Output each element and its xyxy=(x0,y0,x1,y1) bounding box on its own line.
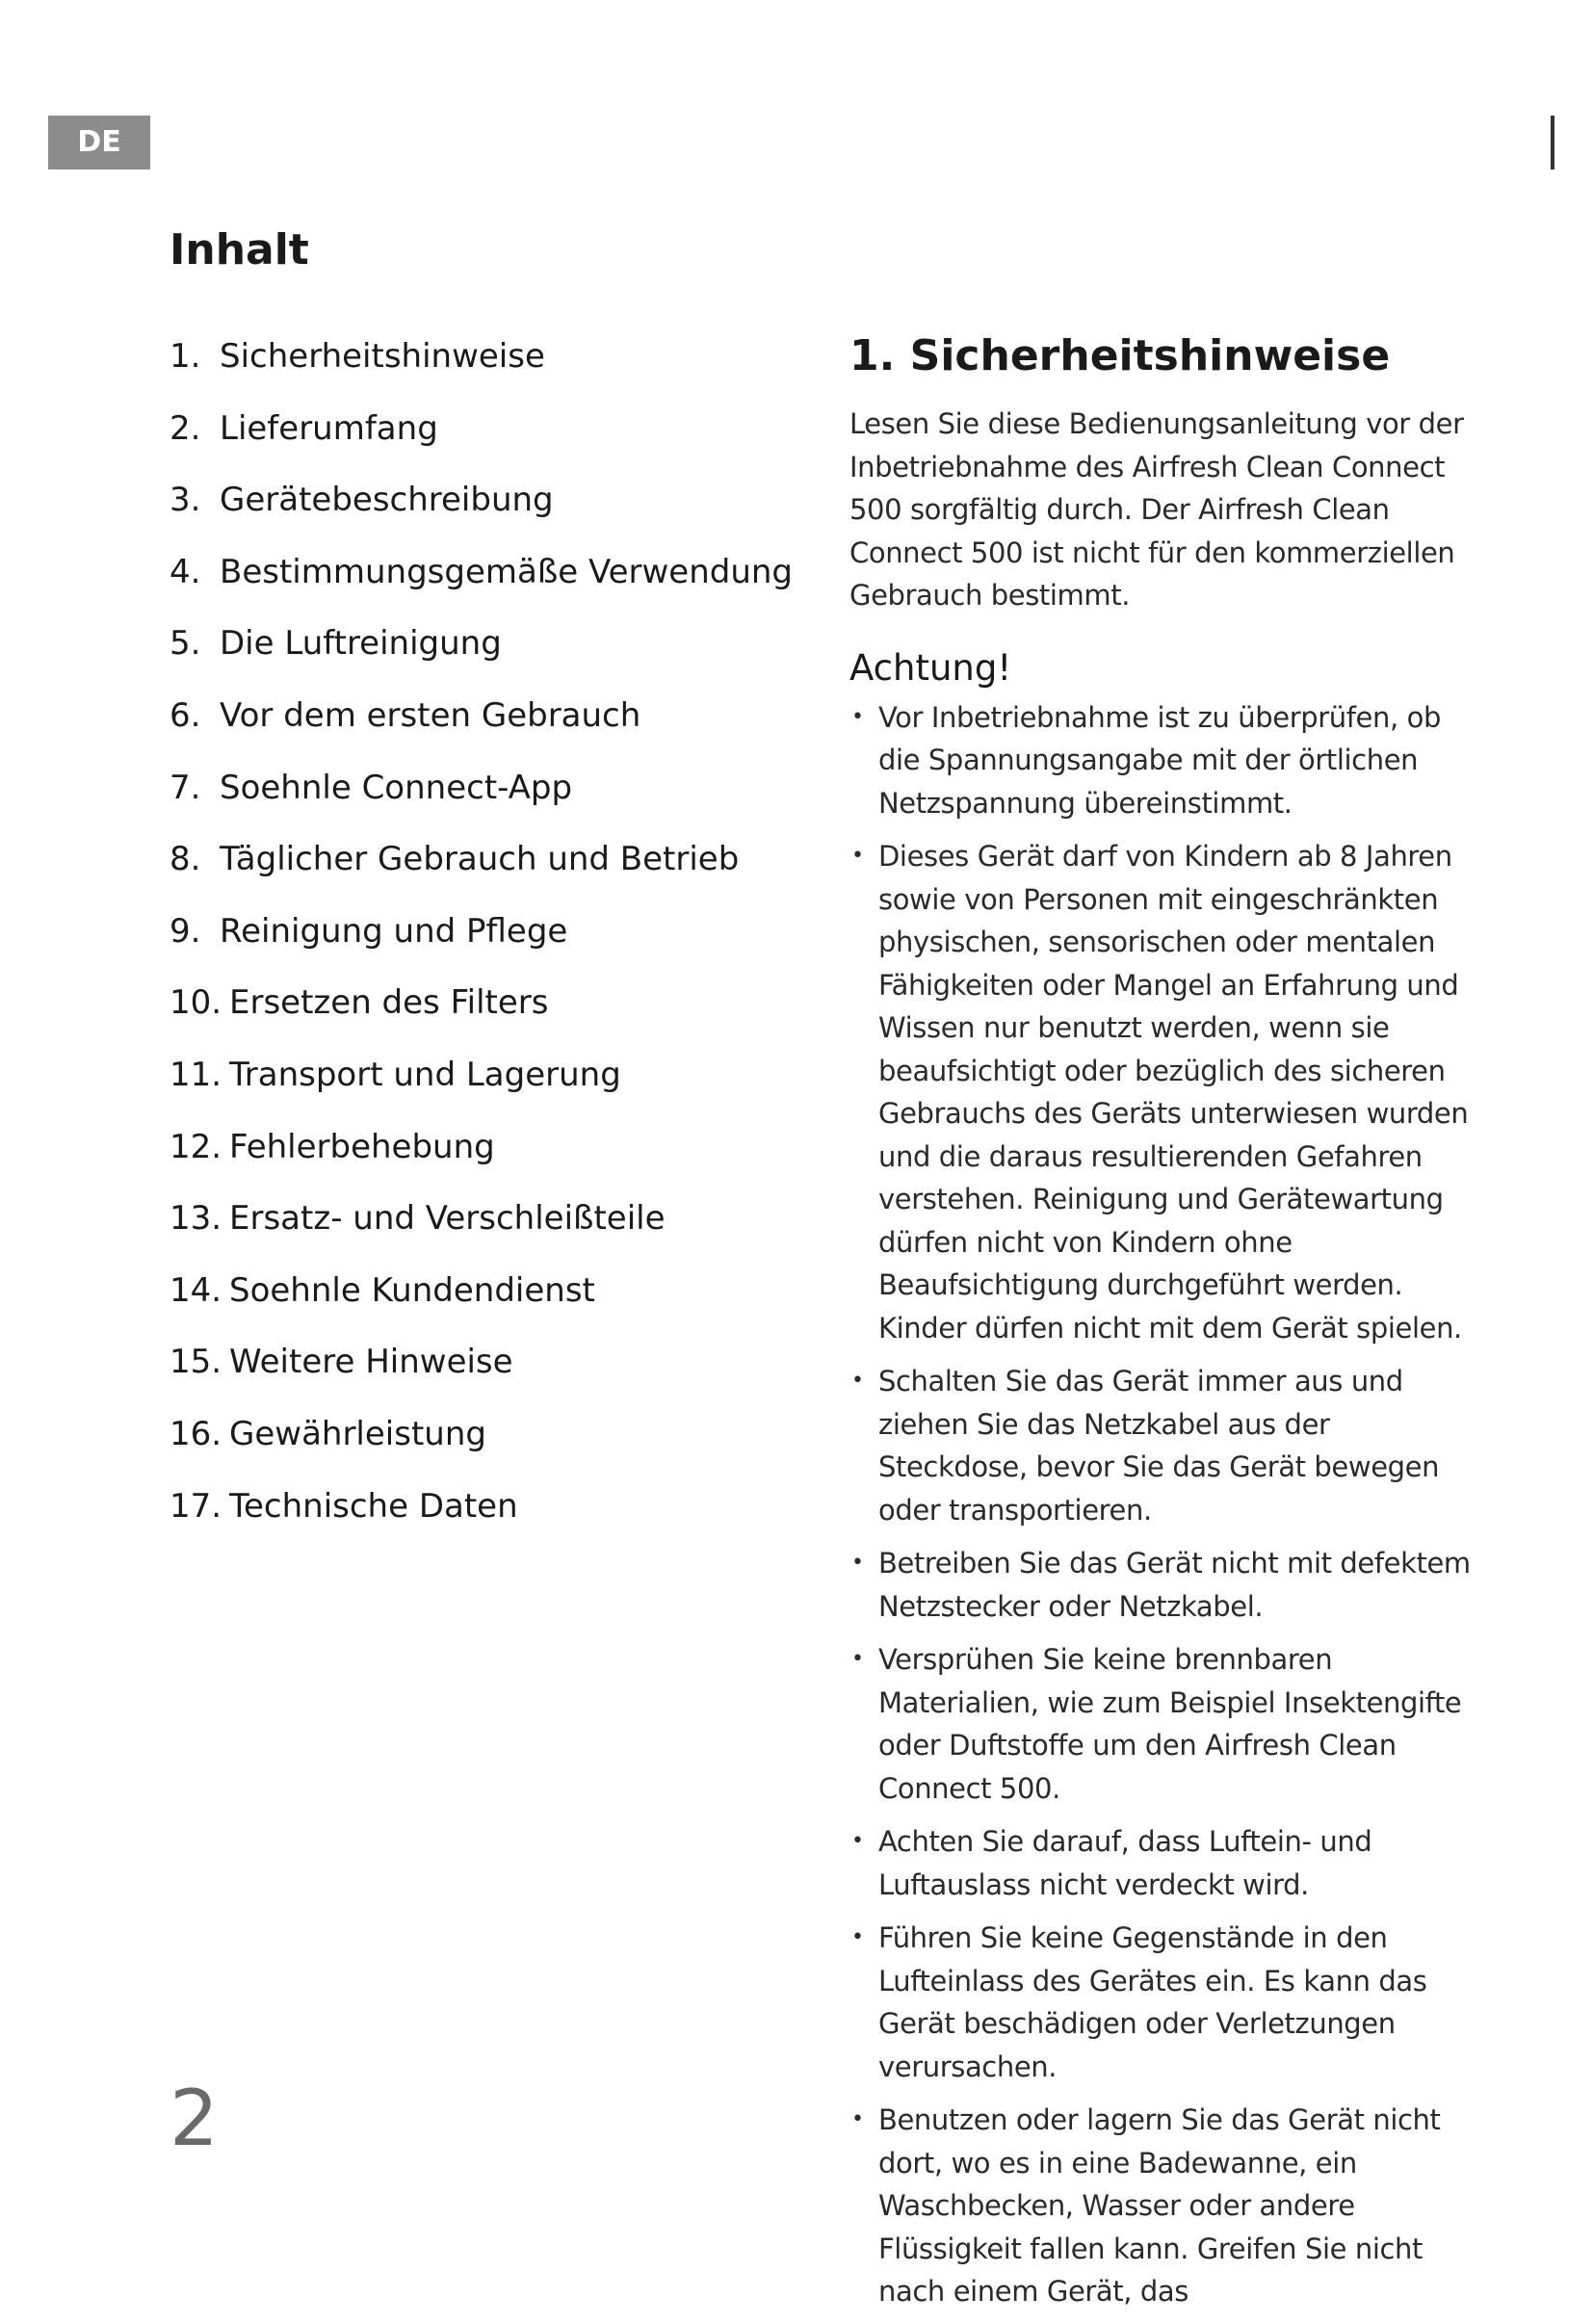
safety-bullet-text: Versprühen Sie keine brennbaren Materialien, wie zum Beispiel Insektengifte oder Duftstoffe um den Airfresh Clean Connect 500. xyxy=(878,1643,1462,1805)
toc-item xyxy=(170,830,786,902)
bullet-icon: • xyxy=(851,1925,864,1949)
toc-item-label: Fehlerbehebung xyxy=(229,1127,495,1166)
safety-bullet-text: Führen Sie keine Gegenstände in den Lufteinlass des Gerätes ein. Es kann das Gerät beschädigen oder Verletzungen verursachen. xyxy=(878,1921,1427,2083)
toc-item xyxy=(170,1333,786,1405)
toc-title: Inhalt xyxy=(170,225,309,274)
safety-bullet-text: Dieses Gerät darf von Kindern ab 8 Jahren sowie von Personen mit eingeschränkten physischen, sensorischen oder mentalen Fähigkeiten oder Mangel an Erfahrung und Wissen nur benutzt werden, wenn sie beaufsichtigt oder bezüglich des sicheren Gebrauchs des Geräts unterwiesen wurden und die daraus resultierenden Gefahren verstehen. Reinigung und Gerätewartung dürfen nicht von Kindern ohne Beaufsichtigung durchgeführt werden. Kinder dürfen nicht mit dem Gerät spielen. xyxy=(878,840,1469,1345)
toc-item xyxy=(170,759,786,831)
safety-bullet-text: Benutzen oder lagern Sie das Gerät nicht dort, wo es in eine Badewanne, ein Waschbecken, Wasser oder andere Flüssigkeit fallen kann. Greifen Sie nicht nach einem Gerät, das xyxy=(878,2103,1441,2308)
warning-heading: Achtung! xyxy=(849,646,1012,689)
toc-item xyxy=(170,614,786,687)
toc-item-label: Reinigung und Pflege xyxy=(220,911,568,951)
safety-bullet xyxy=(849,1917,1485,2088)
safety-bullet xyxy=(849,1360,1485,1531)
toc-item-number: 14. xyxy=(170,1270,222,1310)
toc-item-number: 7. xyxy=(170,768,201,807)
section-title: 1. Sicherheitshinweise xyxy=(849,331,1391,380)
safety-bullet-list xyxy=(849,696,1485,2313)
toc-item xyxy=(170,1477,786,1550)
table-of-contents xyxy=(170,327,794,1549)
safety-bullet xyxy=(849,1638,1485,1810)
toc-item xyxy=(170,543,794,615)
toc-item-number: 1. xyxy=(170,337,201,376)
toc-item xyxy=(170,1118,786,1190)
bullet-icon: • xyxy=(851,2107,864,2131)
toc-item xyxy=(170,902,786,975)
safety-bullet xyxy=(849,1542,1485,1628)
toc-item-number: 16. xyxy=(170,1414,222,1453)
safety-bullet-text: Vor Inbetriebnahme ist zu überprüfen, ob die Spannungsangabe mit der örtlichen Netzspannung übereinstimmt. xyxy=(878,700,1441,820)
toc-item-label: Sicherheitshinweise xyxy=(220,337,545,376)
toc-item-number: 6. xyxy=(170,695,201,735)
toc-item-label: Weitere Hinweise xyxy=(229,1343,513,1382)
toc-item-label: Technische Daten xyxy=(229,1486,518,1526)
toc-item-label: Transport und Lagerung xyxy=(229,1055,621,1094)
toc-item-number: 8. xyxy=(170,840,201,879)
toc-item-number: 2. xyxy=(170,408,201,448)
toc-item-label: Täglicher Gebrauch und Betrieb xyxy=(220,840,740,879)
toc-item xyxy=(170,1046,786,1118)
safety-bullet-text: Achten Sie darauf, dass Luftein- und Luftauslass nicht verdeckt wird. xyxy=(878,1825,1372,1901)
safety-bullet-text: Betreiben Sie das Gerät nicht mit defektem Netzstecker oder Netzkabel. xyxy=(878,1547,1471,1623)
toc-item-label: Soehnle Kundendienst xyxy=(229,1270,595,1310)
toc-item-label: Soehnle Connect-App xyxy=(220,768,573,807)
toc-item-label: Ersatz- und Verschleißteile xyxy=(229,1199,666,1239)
toc-item xyxy=(170,687,786,759)
toc-item-label: Gewährleistung xyxy=(229,1414,486,1453)
safety-section xyxy=(849,327,1485,2324)
bullet-icon: • xyxy=(851,1369,864,1393)
toc-item-label: Bestimmungsgemäße Verwendung xyxy=(220,552,794,591)
toc-item xyxy=(170,1262,786,1334)
bullet-icon: • xyxy=(851,704,864,729)
toc-item-number: 3. xyxy=(170,481,201,520)
toc-item xyxy=(170,1405,786,1477)
toc-item-number: 13. xyxy=(170,1199,222,1239)
toc-item xyxy=(170,471,786,543)
toc-item-label: Vor dem ersten Gebrauch xyxy=(220,695,641,735)
toc-item xyxy=(170,1189,786,1262)
toc-item-number: 11. xyxy=(170,1055,222,1094)
toc-item-label: Gerätebeschreibung xyxy=(220,481,554,520)
toc-item-number: 15. xyxy=(170,1343,222,1382)
toc-item-label: Ersetzen des Filters xyxy=(229,983,549,1023)
toc-item-number: 5. xyxy=(170,624,201,664)
bullet-icon: • xyxy=(851,1551,864,1575)
safety-bullet-text: Schalten Sie das Gerät immer aus und ziehen Sie das Netzkabel aus der Steckdose, bevor Sie das Gerät bewegen oder transportieren. xyxy=(878,1365,1440,1527)
toc-item-label: Die Luftreinigung xyxy=(220,624,502,664)
toc-item-number: 10. xyxy=(170,983,222,1023)
bullet-icon: • xyxy=(851,844,864,868)
toc-item-number: 12. xyxy=(170,1127,222,1166)
toc-item-number: 4. xyxy=(170,552,201,591)
toc-item-number: 17. xyxy=(170,1486,222,1526)
bullet-icon: • xyxy=(851,1647,864,1671)
section-intro: Lesen Sie diese Bedienungsanleitung vor der Inbetriebnahme des Airfresh Clean Connect 500 sorgfältig durch. Der Airfresh Clean Connect 500 ist nicht für den kommerziellen Gebrauch bestimmt. xyxy=(849,407,1464,612)
page-edge-marker xyxy=(1551,116,1554,170)
toc-item xyxy=(170,400,786,472)
safety-bullet xyxy=(849,696,1485,825)
safety-bullet xyxy=(849,1820,1485,1906)
safety-bullet xyxy=(849,835,1485,1349)
toc-item-label: Lieferumfang xyxy=(220,408,438,448)
page-number: 2 xyxy=(170,2074,219,2163)
safety-bullet xyxy=(849,2099,1485,2313)
bullet-icon: • xyxy=(851,1829,864,1853)
toc-item-number: 9. xyxy=(170,911,201,951)
toc-item xyxy=(170,974,786,1046)
toc-item xyxy=(170,327,786,400)
language-tab: DE xyxy=(48,116,150,170)
